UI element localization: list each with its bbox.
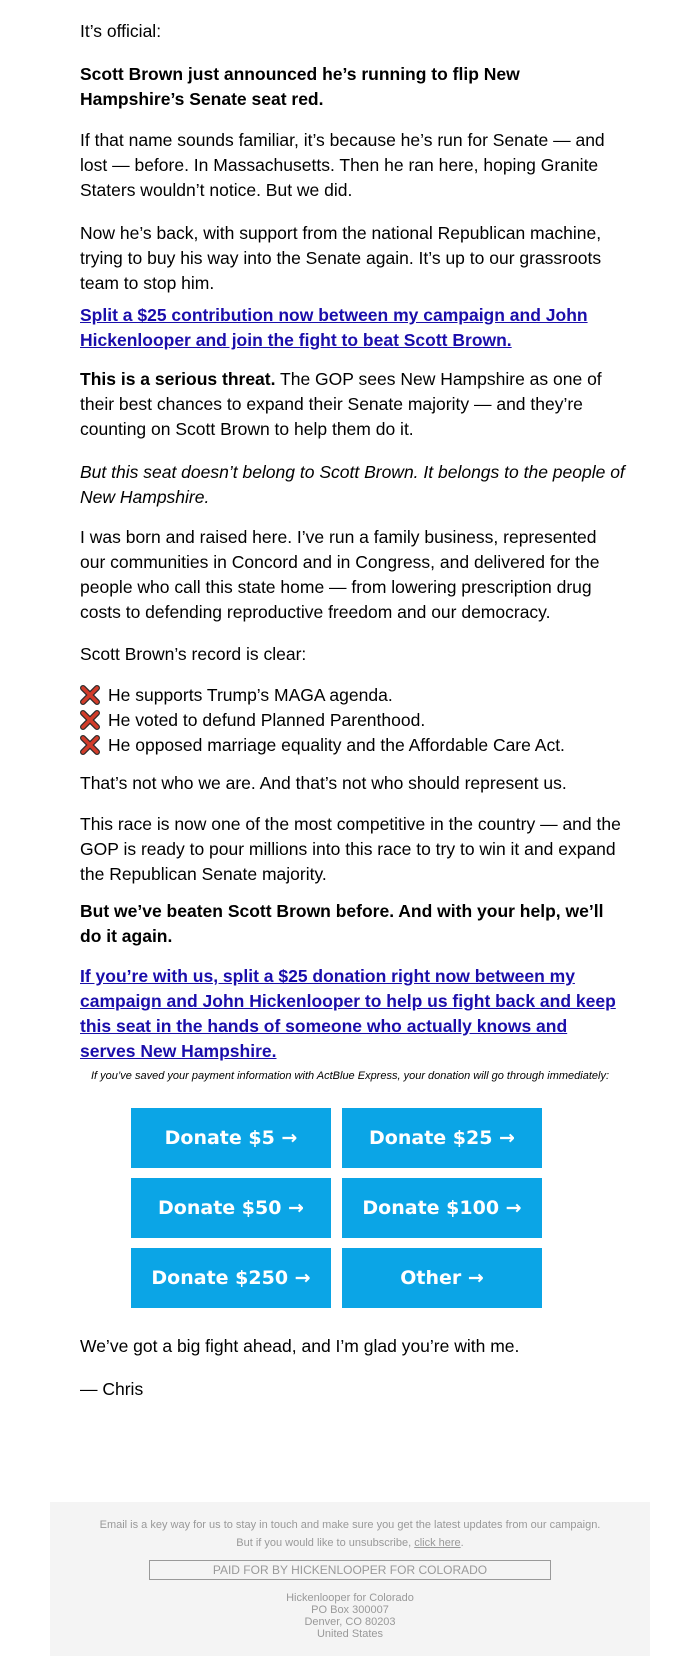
footer-line2-text: But if you would like to unsubscribe, [236, 1537, 415, 1549]
paragraph-race: This race is now one of the most competitive in the country — and the GOP is ready to pour millions into this race to try to win it and expand the Republican Senate majority. [80, 814, 621, 884]
paragraph-beaten: But we’ve beaten Scott Brown before. And with your help, we’ll do it again. [80, 901, 604, 946]
cross-mark-icon [80, 685, 100, 705]
footer-line2 [50, 1534, 650, 1552]
paragraph-history: If that name sounds familiar, it’s because he’s run for Senate — and lost — before. In Massachusetts. Then he ran here, hoping Granite Staters wouldn’t notice. But we did. [80, 130, 605, 200]
footer-address [50, 1592, 650, 1640]
record-item-text: He supports Trump’s MAGA agenda. [108, 685, 393, 705]
donate-100-button[interactable]: Donate $100 → [342, 1178, 542, 1238]
paid-for-box: PAID FOR BY HICKENLOOPER FOR COLORADO [149, 1560, 551, 1580]
address-line: Denver, CO 80203 [304, 1616, 396, 1628]
footer [50, 1502, 650, 1656]
paragraph-not-who: That’s not who we are. And that’s not who should represent us. [80, 773, 567, 793]
donate-other-button[interactable]: Other → [342, 1248, 542, 1308]
intro-line: It’s official: [80, 21, 162, 41]
record-list [80, 683, 625, 758]
footer-line1: Email is a key way for us to stay in touch and make sure you get the latest updates from our campaign. [99, 1519, 601, 1531]
paragraph-back: Now he’s back, with support from the national Republican machine, trying to buy his way into the Senate again. It’s up to our grassroots team to stop him. [80, 223, 602, 293]
address-line: United States [316, 1628, 384, 1640]
actblue-note: If you’ve saved your payment information with ActBlue Express, your donation will go through immediately: [90, 1070, 610, 1082]
record-heading: Scott Brown’s record is clear: [80, 644, 307, 664]
threat-bold: This is a serious threat. [80, 369, 276, 389]
unsubscribe-link[interactable]: click here [414, 1537, 461, 1549]
headline: Scott Brown just announced he’s running to flip New Hampshire’s Senate seat red. [80, 64, 520, 109]
list-item [80, 683, 625, 708]
paragraph-bio: I was born and raised here. I’ve run a family business, represented our communities in Concord and in Congress, and delivered for the people who call this state home — from lowering prescription drug costs to defending reproductive freedom and our democracy. [80, 527, 600, 622]
donate-50-button[interactable]: Donate $50 → [131, 1178, 331, 1238]
footer-line2-end: . [460, 1537, 464, 1549]
closing-line: We’ve got a big fight ahead, and I’m glad you’re with me. [80, 1336, 520, 1356]
address-line: Hickenlooper for Colorado [286, 1592, 414, 1604]
donate-5-button[interactable]: Donate $5 → [131, 1108, 331, 1168]
list-item [80, 708, 625, 733]
donation-link[interactable]: If you’re with us, split a $25 donation right now between my campaign and John Hickenlooper to help us fight back and keep this seat in the hands of someone who actually knows and serves New Hampshire. [80, 966, 616, 1061]
cross-mark-icon [80, 735, 100, 755]
address-line: PO Box 300007 [311, 1604, 389, 1616]
paragraph-threat [80, 367, 625, 442]
paragraph-belongs: But this seat doesn’t belong to Scott Brown. It belongs to the people of New Hampshire. [80, 462, 625, 507]
record-item-text: He opposed marriage equality and the Affordable Care Act. [108, 735, 565, 755]
donate-250-button[interactable]: Donate $250 → [131, 1248, 331, 1308]
cross-mark-icon [80, 710, 100, 730]
donate-25-button[interactable]: Donate $25 → [342, 1108, 542, 1168]
split-contribution-link[interactable]: Split a $25 contribution now between my campaign and John Hickenlooper and join the fight to beat Scott Brown. [80, 305, 588, 350]
signoff: — Chris [80, 1379, 144, 1399]
record-item-text: He voted to defund Planned Parenthood. [108, 710, 426, 730]
threat-rest: The GOP sees New Hampshire as one of their best chances to expand their Senate majority — and they’re counting on Scott Brown to help them do it. [80, 369, 602, 439]
list-item [80, 733, 625, 758]
